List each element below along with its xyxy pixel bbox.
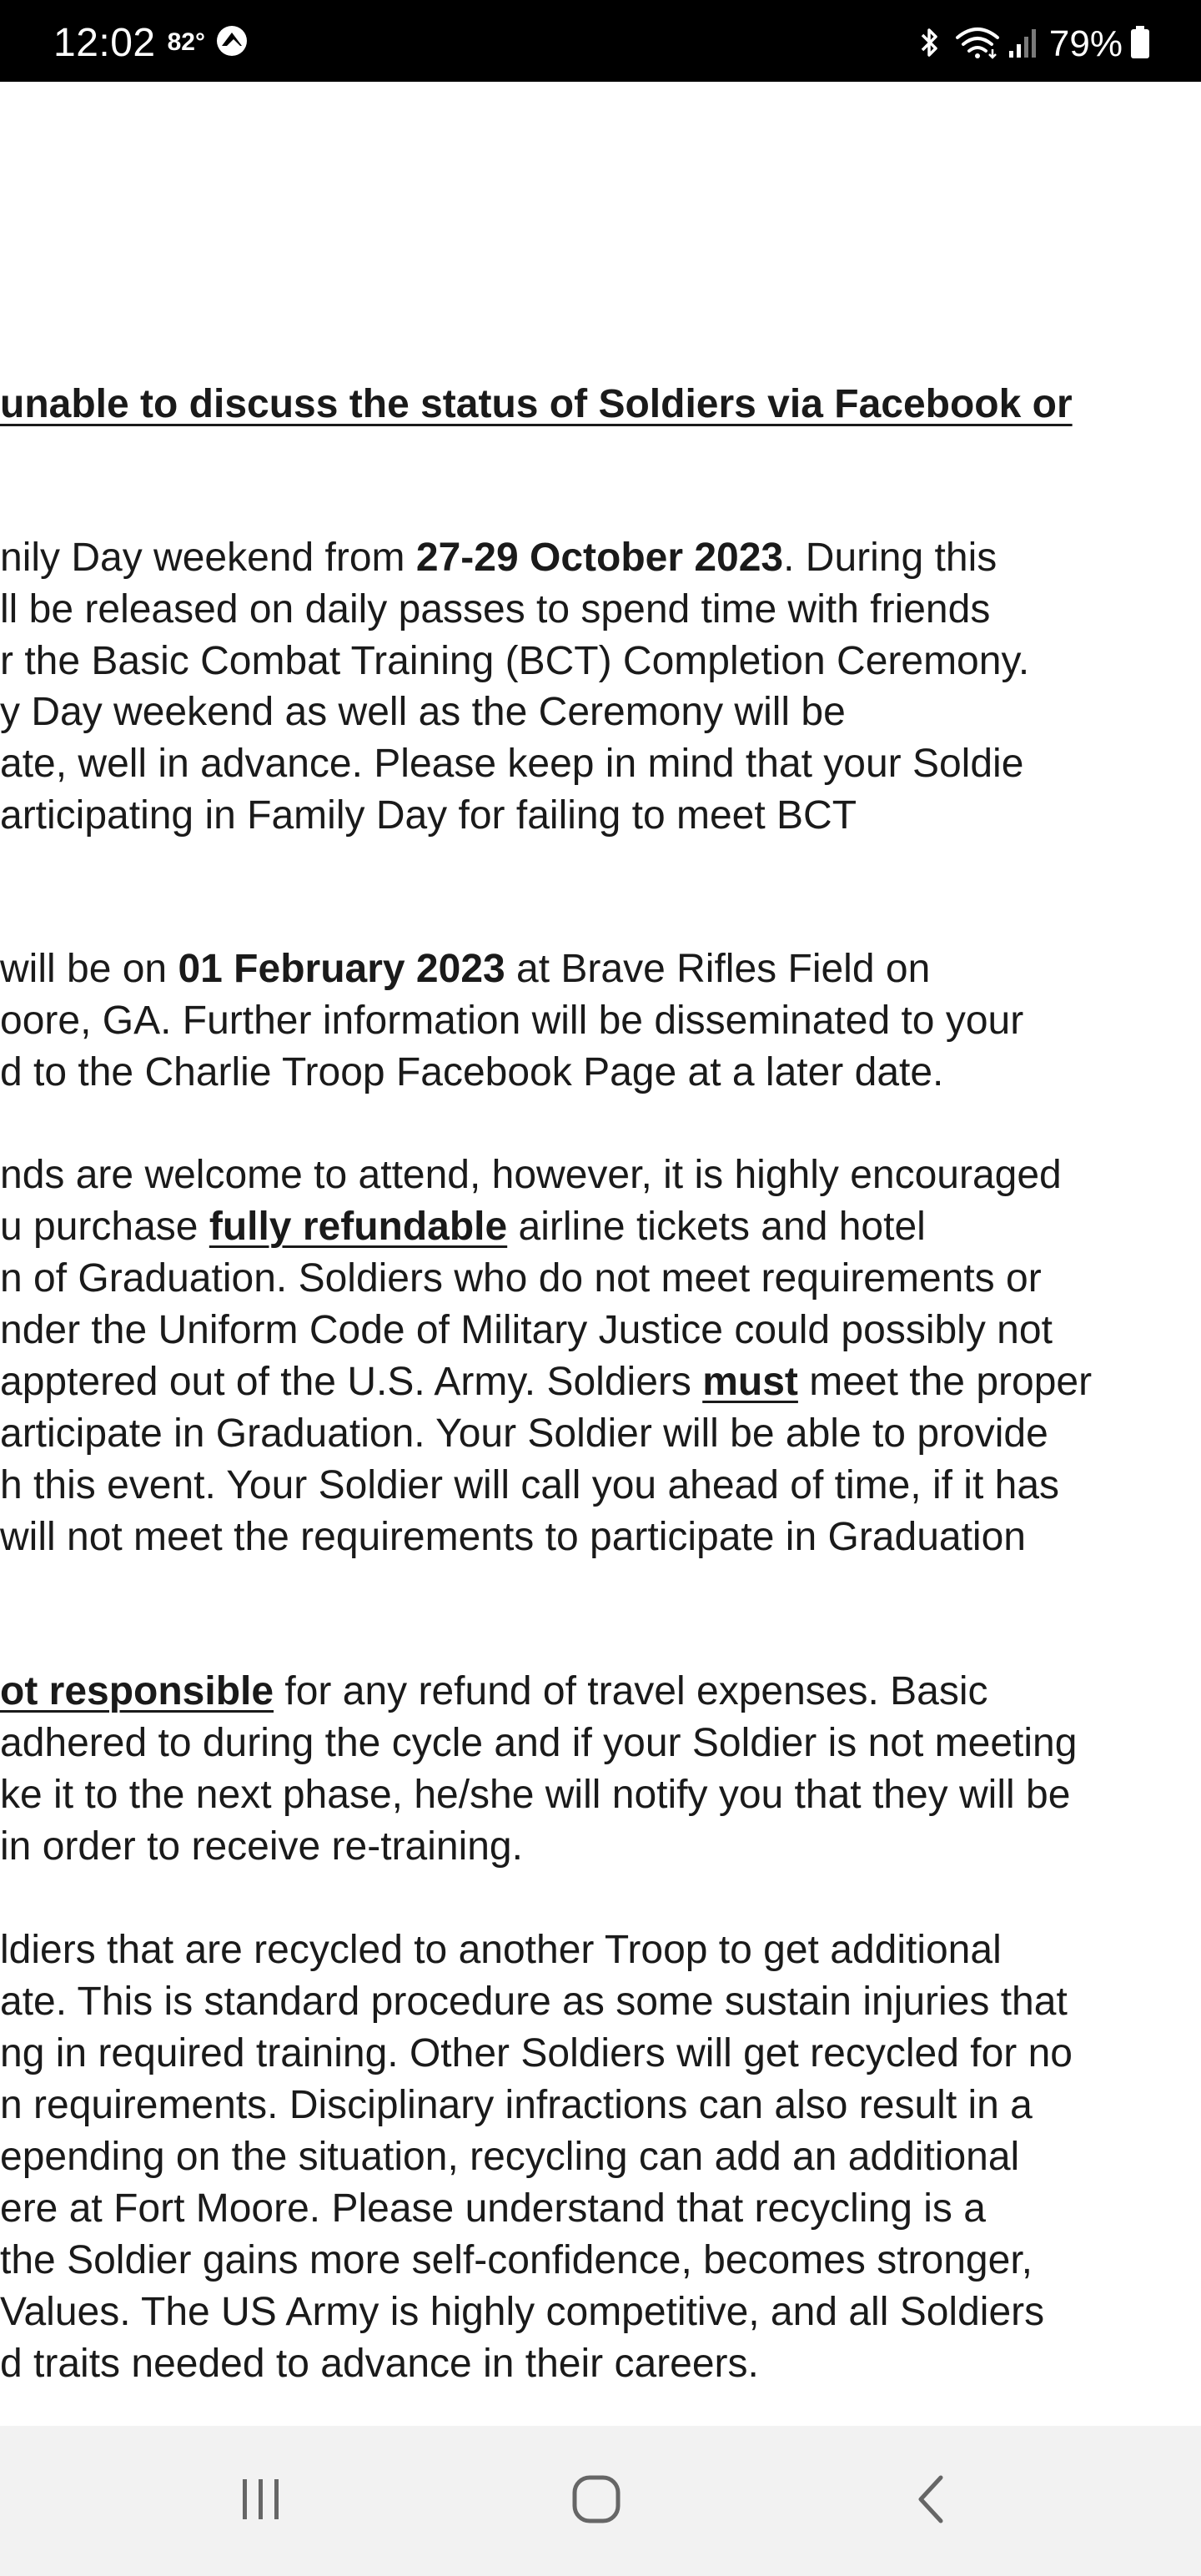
text-run: Values. The US Army is highly competitive, and all Soldiers xyxy=(0,2290,1045,2334)
text-run: ng in required training. Other Soldiers will get recycled for no xyxy=(0,2031,1073,2075)
text-run: d to the Charlie Troop Facebook Page at a later date. xyxy=(0,1050,944,1094)
text-run: d traits needed to advance in their careers. xyxy=(0,2342,759,2386)
doc-line-2 xyxy=(0,535,997,581)
status-left xyxy=(53,20,249,65)
doc-line-8 xyxy=(0,946,930,992)
home-button[interactable] xyxy=(534,2459,659,2543)
text-run: 01 February 2023 xyxy=(178,947,505,991)
doc-line-26 xyxy=(0,2082,1033,2128)
text-run: nds are welcome to attend, however, it is highly encouraged xyxy=(0,1153,1062,1197)
doc-line-20 xyxy=(0,1720,1077,1766)
text-run: ere at Fort Moore. Please understand that recycling is a xyxy=(0,2186,986,2231)
doc-line-30 xyxy=(0,2289,1044,2335)
doc-line-4 xyxy=(0,638,1029,684)
text-run: will be on xyxy=(0,947,178,991)
text-run: in order to receive re-training. xyxy=(0,1824,523,1869)
text-run: articipate in Graduation. Your Soldier will be able to provide xyxy=(0,1411,1048,1456)
battery-icon xyxy=(1129,25,1151,64)
text-run: epending on the situation, recycling can add an additional xyxy=(0,2135,1020,2179)
doc-line-22 xyxy=(0,1824,523,1869)
doc-line-28 xyxy=(0,2186,986,2231)
doc-line-24 xyxy=(0,1979,1068,2025)
status-right xyxy=(917,25,1151,63)
doc-line-27 xyxy=(0,2134,1019,2180)
text-run: oore, GA. Further information will be disseminated to your xyxy=(0,999,1024,1043)
text-run: must xyxy=(702,1360,798,1404)
text-run: apptered out of the U.S. Army. Soldiers xyxy=(0,1360,703,1404)
text-run: n requirements. Disciplinary infractions can also result in a xyxy=(0,2083,1033,2127)
text-run: ot responsible xyxy=(0,1669,274,1713)
recent-apps-icon xyxy=(236,2474,286,2528)
doc-line-13 xyxy=(0,1255,1042,1301)
text-run: at Brave Rifles Field on xyxy=(505,947,931,991)
text-run: ke it to the next phase, he/she will notify you that they will be xyxy=(0,1773,1071,1817)
clock: 12:02 xyxy=(53,20,156,65)
text-run: nily Day weekend from xyxy=(0,536,416,580)
text-run: unable to discuss the status of Soldiers via Facebook or xyxy=(0,382,1073,426)
recent-apps-button[interactable] xyxy=(198,2459,324,2543)
doc-line-23 xyxy=(0,1927,1002,1973)
text-run: . During this xyxy=(783,536,997,580)
navigation-bar xyxy=(0,2426,1201,2576)
status-bar xyxy=(0,0,1201,82)
doc-line-29 xyxy=(0,2237,1033,2283)
doc-line-11 xyxy=(0,1152,1062,1198)
doc-line-10 xyxy=(0,1049,943,1095)
temperature: 82° xyxy=(167,28,205,56)
back-button[interactable] xyxy=(869,2459,994,2543)
text-run: ll be released on daily passes to spend time with friends xyxy=(0,587,991,631)
doc-line-3 xyxy=(0,586,990,632)
back-icon xyxy=(911,2473,952,2530)
text-run: ate, well in advance. Please keep in mind that your Soldie xyxy=(0,742,1024,786)
doc-line-16 xyxy=(0,1411,1048,1457)
text-run: adhered to during the cycle and if your Soldier is not meeting xyxy=(0,1721,1078,1765)
doc-line-6 xyxy=(0,741,1023,787)
home-icon xyxy=(570,2473,623,2530)
wifi-icon xyxy=(954,26,1001,63)
weather-icon xyxy=(215,24,249,62)
text-run: u purchase xyxy=(0,1205,209,1249)
text-run: fully refundable xyxy=(209,1205,508,1249)
text-run: n of Graduation. Soldiers who do not meet requirements or xyxy=(0,1256,1042,1301)
doc-line-1 xyxy=(0,381,1073,427)
document-page[interactable] xyxy=(0,82,1201,2426)
doc-line-5 xyxy=(0,689,846,735)
text-run: r the Basic Combat Training (BCT) Completion Ceremony. xyxy=(0,639,1030,683)
doc-line-7 xyxy=(0,792,857,838)
text-run: will not meet the requirements to participate in Graduation xyxy=(0,1515,1026,1559)
doc-line-9 xyxy=(0,998,1023,1044)
doc-line-18 xyxy=(0,1514,1026,1560)
doc-line-12 xyxy=(0,1204,926,1250)
doc-line-14 xyxy=(0,1307,1053,1353)
text-run: airline tickets and hotel xyxy=(507,1205,926,1249)
text-run: h this event. Your Soldier will call you ahead of time, if it has xyxy=(0,1463,1060,1507)
doc-line-21 xyxy=(0,1772,1070,1818)
text-run: ate. This is standard procedure as some sustain injuries that xyxy=(0,1980,1068,2024)
doc-line-17 xyxy=(0,1462,1059,1508)
text-run: the Soldier gains more self-confidence, becomes stronger, xyxy=(0,2238,1033,2282)
doc-line-25 xyxy=(0,2030,1073,2076)
doc-line-31 xyxy=(0,2341,759,2387)
text-run: articipating in Family Day for failing to meet BCT xyxy=(0,793,857,838)
text-run: for any refund of travel expenses. Basic xyxy=(274,1669,988,1713)
battery-percent: 79% xyxy=(1048,23,1123,64)
text-run: 27-29 October 2023 xyxy=(415,536,784,580)
signal-icon xyxy=(1008,26,1038,63)
doc-line-15 xyxy=(0,1359,1092,1405)
doc-line-19 xyxy=(0,1668,988,1714)
text-run: ldiers that are recycled to another Troop to get additional xyxy=(0,1928,1002,1972)
text-run: nder the Uniform Code of Military Justice could possibly not xyxy=(0,1308,1053,1352)
text-run: meet the proper xyxy=(797,1360,1093,1404)
text-run: y Day weekend as well as the Ceremony will be xyxy=(0,690,846,734)
bluetooth-icon xyxy=(917,26,942,63)
